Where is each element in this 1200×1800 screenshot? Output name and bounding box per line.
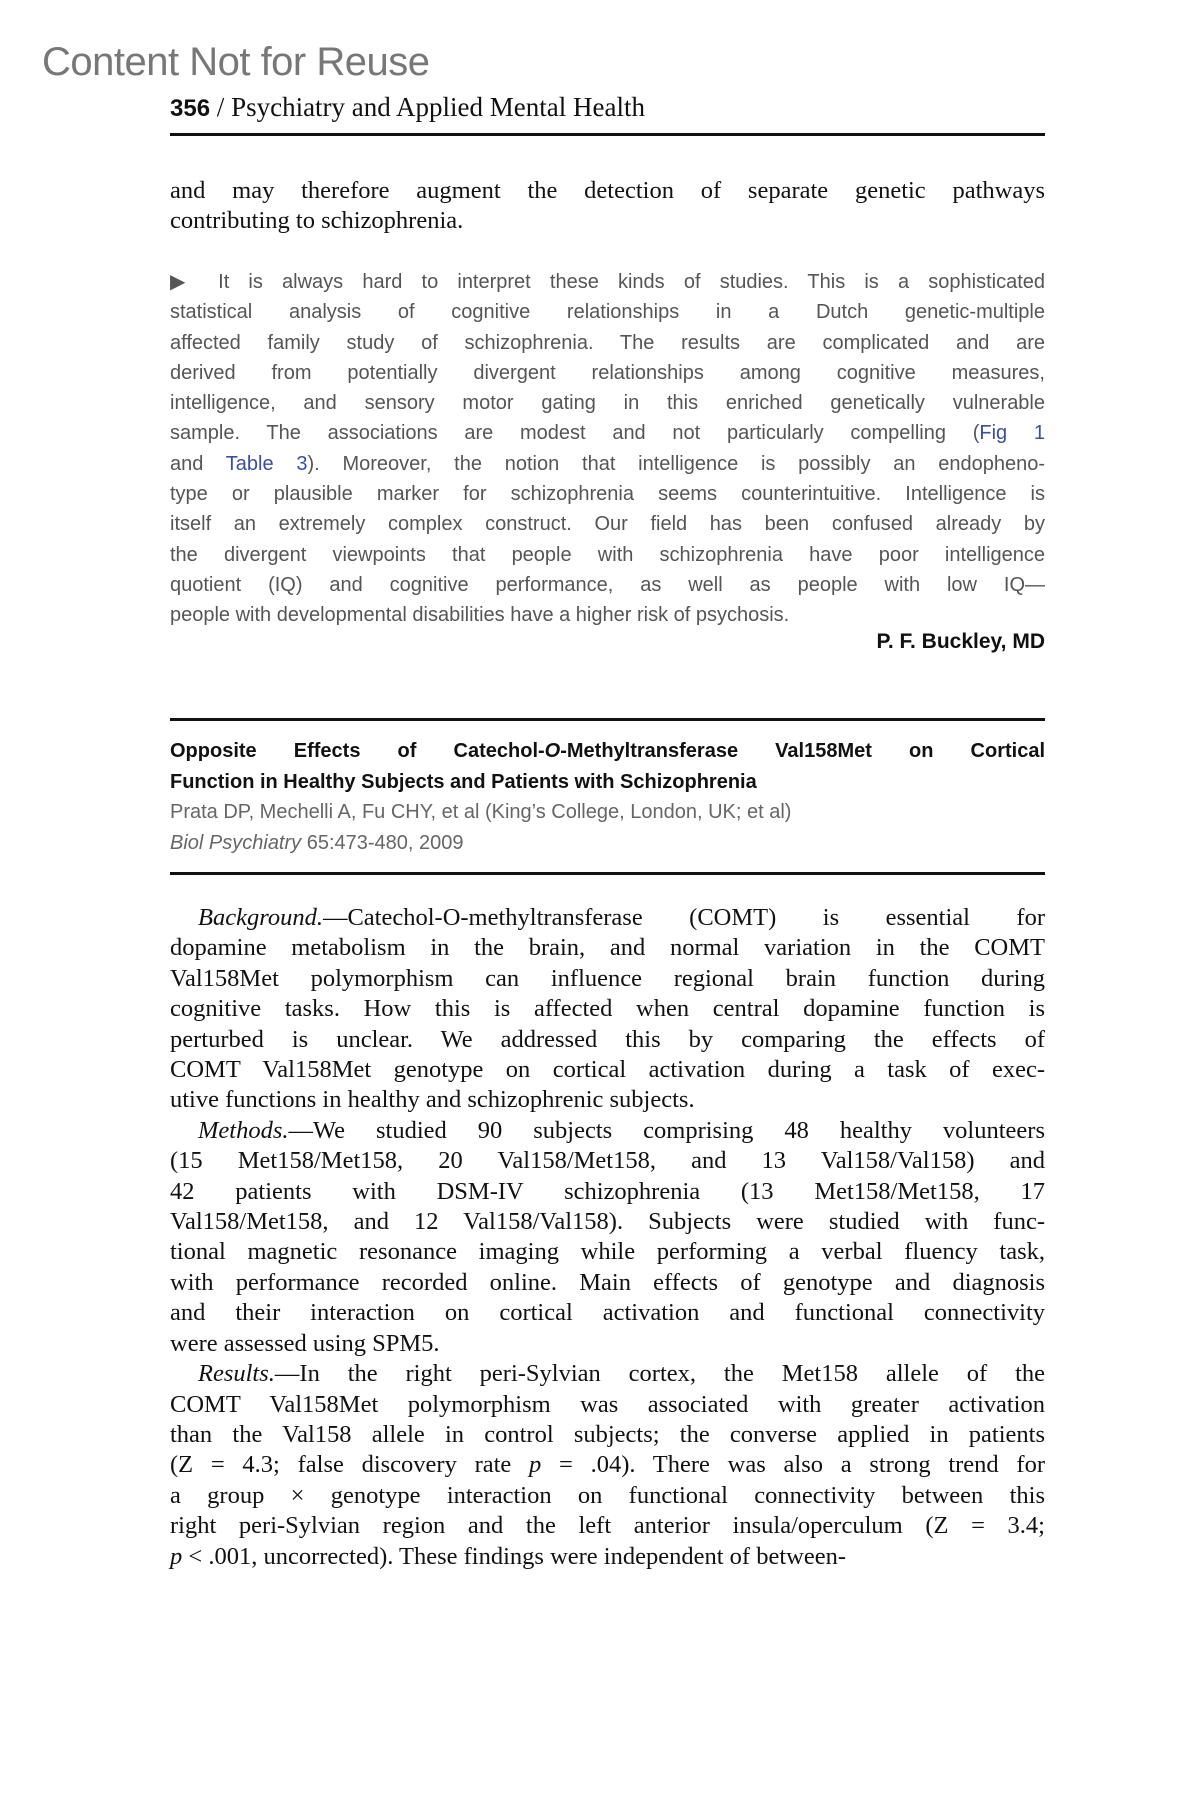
text-segment: people with developmental disabilities have a higher risk of psychosis. [170, 604, 790, 627]
text-segment: cognitive tasks. How this is affected when central dopamine function is [170, 995, 1045, 1023]
commentary-line [170, 358, 1045, 388]
commentary-line [170, 297, 1045, 327]
abstract-line [170, 933, 1045, 963]
text-segment: sample. The associations are modest and not particularly compelling ( [170, 422, 980, 445]
journal-title: Psychiatry and Applied Mental Health [231, 92, 645, 122]
abstract-line [170, 1511, 1045, 1541]
text-segment: utive functions in healthy and schizophrenic subjects. [170, 1086, 695, 1114]
commentary-line [170, 570, 1045, 600]
text-segment: derived from potentially divergent relationships among cognitive measures, [170, 361, 1045, 384]
article-bottom-rule [170, 872, 1045, 875]
text-segment: -Methyltransferase Val158Met on Cortical [560, 740, 1046, 762]
abstract-line [170, 1237, 1045, 1267]
abstract-line [170, 1146, 1045, 1176]
running-header [170, 92, 645, 123]
article-title [170, 736, 1045, 798]
text-segment: —In the right peri-Sylvian cortex, the Met158 allele of the [274, 1360, 1045, 1388]
commentary-line [170, 449, 1045, 479]
abstract [170, 903, 1045, 1572]
abstract-line [170, 1359, 1045, 1389]
abstract-line [170, 1450, 1045, 1480]
abstract-line [170, 1025, 1045, 1055]
abstract-line [170, 964, 1045, 994]
text-segment: were assessed using SPM5. [170, 1329, 440, 1357]
text-segment: —We studied 90 subjects comprising 48 healthy volunteers [288, 1116, 1045, 1144]
text-segment: Function in Healthy Subjects and Patients with Schizophrenia [170, 771, 757, 793]
text-segment: than the Val158 allele in control subjects; the converse applied in patients [170, 1420, 1045, 1448]
text-segment: type or plausible marker for schizophrenia seems counterintuitive. Intelligence is [170, 483, 1045, 506]
title-line [170, 736, 1045, 767]
abstract-line [170, 1207, 1045, 1237]
header-separator: / [210, 92, 232, 122]
text-segment: (Z = 4.3; false discovery rate [170, 1451, 530, 1479]
text-segment: with performance recorded online. Main effects of genotype and diagnosis [170, 1268, 1045, 1296]
abstract-line [170, 903, 1045, 933]
text-segment: intelligence, and sensory motor gating in this enriched genetically vulnerable [170, 392, 1045, 415]
abstract-line [170, 1085, 1045, 1115]
article-citation [170, 828, 1045, 859]
text-segment: p [529, 1451, 542, 1479]
text-segment: p [170, 1542, 183, 1570]
abstract-line [170, 1390, 1045, 1420]
abstract-line [170, 1329, 1045, 1359]
journal-name: Biol Psychiatry [170, 832, 302, 854]
reference-link[interactable]: Fig 1 [979, 422, 1046, 445]
abstract-line [170, 1481, 1045, 1511]
text-segment: ). Moreover, the notion that intelligence is possibly an endopheno- [307, 452, 1045, 475]
text-segment: contributing to schizophrenia. [170, 207, 464, 235]
text-segment: Methods. [198, 1116, 289, 1144]
text-segment: dopamine metabolism in the brain, and normal variation in the COMT [170, 934, 1045, 962]
text-segment: Background. [198, 904, 323, 931]
text-segment: affected family study of schizophrenia. The results are complicated and are [170, 331, 1045, 354]
text-segment: 42 patients with DSM-IV schizophrenia (13 Met158/Met158, 17 [170, 1177, 1045, 1205]
text-segment: —Catechol-O-methyltransferase (COMT) is essential for [322, 904, 1045, 931]
commentary-line [170, 509, 1045, 539]
title-line [170, 767, 1045, 798]
commentary-line [170, 540, 1045, 570]
abstract-line [170, 1177, 1045, 1207]
abstract-line [170, 1542, 1045, 1572]
reference-link[interactable]: Table 3 [225, 452, 308, 475]
text-segment: ▶ It is always hard to interpret these kinds of studies. This is a sophisticated [170, 271, 1045, 293]
commentary-line [170, 600, 1045, 630]
text-segment: a group × genotype interaction on functional connectivity between this [170, 1481, 1045, 1509]
article-top-rule [170, 718, 1045, 721]
commentary-signature: P. F. Buckley, MD [876, 630, 1045, 653]
abstract-line [170, 1420, 1045, 1450]
text-line [170, 176, 1045, 206]
abstract-line [170, 1268, 1045, 1298]
article-authors: Prata DP, Mechelli A, Fu CHY, et al (King’s College, London, UK; et al) [170, 801, 792, 823]
abstract-line [170, 1298, 1045, 1328]
text-segment: Val158Met polymorphism can influence regional brain function during [170, 964, 1045, 992]
text-segment: and their interaction on cortical activation and functional connectivity [170, 1299, 1045, 1327]
commentary-line [170, 479, 1045, 509]
text-segment: tional magnetic resonance imaging while performing a verbal fluency task, [170, 1238, 1045, 1266]
abstract-line [170, 1116, 1045, 1146]
text-segment: the divergent viewpoints that people with schizophrenia have poor intelligence [170, 543, 1045, 566]
text-segment: itself an extremely complex construct. Our field has been confused already by [170, 513, 1045, 536]
text-segment: O [544, 740, 561, 762]
commentary-line [170, 267, 1045, 297]
volume-pages-year: 65:473-480, 2009 [301, 832, 464, 854]
commentary-line [170, 328, 1045, 358]
header-rule [170, 133, 1045, 136]
abstract-line [170, 994, 1045, 1024]
watermark: Content Not for Reuse [42, 40, 430, 84]
text-segment: COMT Val158Met polymorphism was associated with greater activation [170, 1390, 1045, 1418]
page-number: 356 [170, 95, 211, 122]
text-segment: COMT Val158Met genotype on cortical activation during a task of exec- [170, 1056, 1045, 1084]
text-segment: and may therefore augment the detection of separate genetic pathways [170, 177, 1045, 204]
commentary-line [170, 388, 1045, 418]
text-segment: Opposite Effects of Catechol- [170, 740, 545, 762]
text-segment: right peri-Sylvian region and the left anterior insula/operculum (Z = 3.4; [170, 1512, 1045, 1540]
text-line [170, 206, 1045, 236]
text-segment: and [170, 452, 226, 475]
text-segment: (15 Met158/Met158, 20 Val158/Met158, and 13 Val158/Val158) and [170, 1147, 1045, 1175]
intro-paragraph [170, 176, 1045, 237]
text-segment: Results. [198, 1360, 275, 1388]
text-segment: quotient (IQ) and cognitive performance, as well as people with low IQ— [170, 573, 1045, 596]
text-segment: = .04). There was also a strong trend for [541, 1451, 1045, 1479]
text-segment: statistical analysis of cognitive relationships in a Dutch genetic-multiple [170, 301, 1045, 324]
text-segment: perturbed is unclear. We addressed this by comparing the effects of [170, 1025, 1045, 1053]
abstract-line [170, 1055, 1045, 1085]
text-segment: Val158/Met158, and 12 Val158/Val158). Subjects were studied with func- [170, 1208, 1045, 1236]
text-segment: < .001, uncorrected). These findings were independent of between- [182, 1542, 846, 1570]
commentary-line [170, 418, 1045, 448]
commentary [170, 267, 1045, 631]
